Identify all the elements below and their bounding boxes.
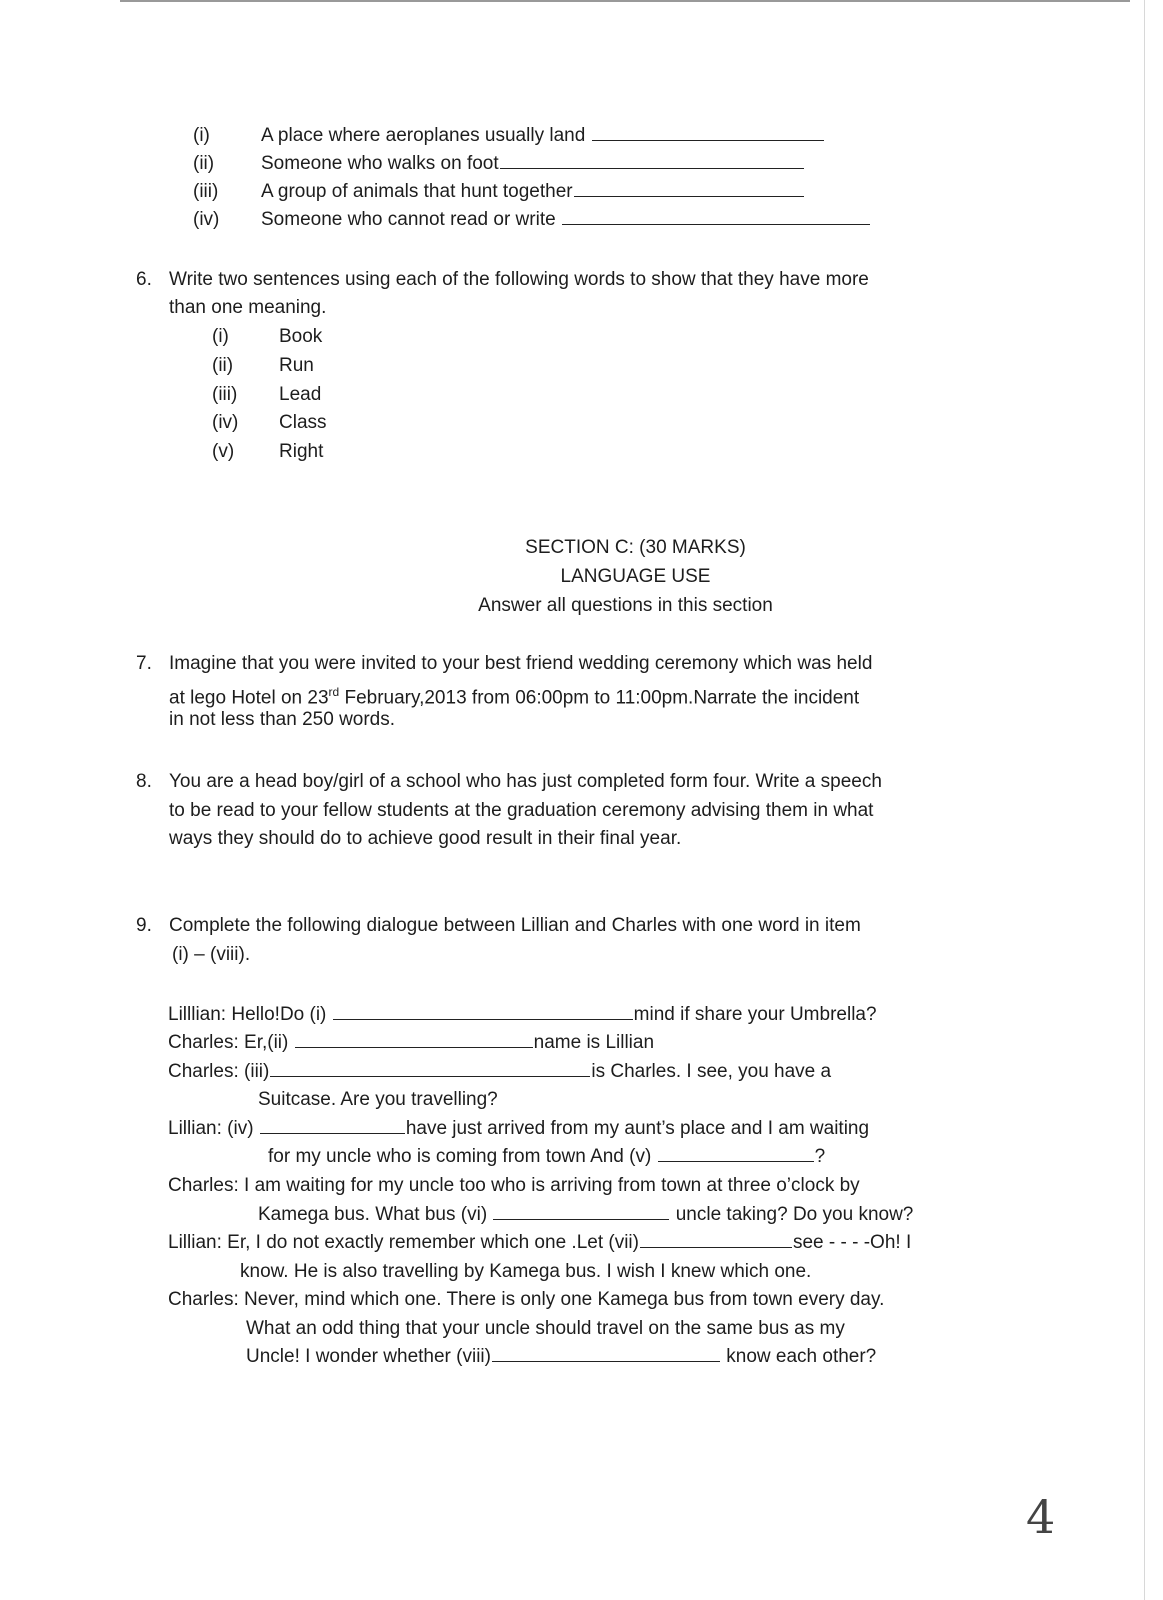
dialogue-text: Lillian: (iv)	[168, 1118, 259, 1139]
q8-prompt-line3: ways they should do to achieve good result in their final year.	[169, 828, 682, 849]
q5-item	[261, 180, 805, 204]
dialogue-text: Lillian: Er, I do not exactly remember which one .Let (vii)	[168, 1232, 639, 1253]
dialogue-line: Suitcase. Are you travelling?	[258, 1089, 498, 1110]
answer-blank[interactable]	[574, 180, 804, 197]
page-top-edge	[120, 0, 1130, 2]
q6-prompt-line1: Write two sentences using each of the following words to show that they have more	[169, 269, 869, 290]
answer-blank-vii[interactable]	[640, 1231, 792, 1248]
answer-blank-viii[interactable]	[492, 1345, 720, 1362]
answer-blank[interactable]	[592, 124, 824, 141]
q8-prompt-line1: You are a head boy/girl of a school who has just completed form four. Write a speech	[169, 771, 882, 792]
dialogue-line	[268, 1145, 825, 1169]
q5-item	[261, 152, 805, 176]
dialogue-text: Kamega bus. What bus (vi)	[258, 1204, 493, 1225]
answer-blank-iv[interactable]	[260, 1117, 405, 1134]
dialogue-line	[168, 1117, 869, 1141]
dialogue-text: Lilllian: Hello!Do (i)	[168, 1004, 332, 1025]
q7-prompt-line1: Imagine that you were invited to your best friend wedding ceremony which was held	[169, 653, 873, 674]
q5-item-text: A group of animals that hunt together	[261, 181, 573, 202]
question-number: 7.	[136, 653, 152, 674]
dialogue-text: for my uncle who is coming from town And (v)	[268, 1146, 657, 1167]
dialogue-line: What an odd thing that your uncle should travel on the same bus as my	[246, 1318, 845, 1339]
q6-item-word: Class	[279, 412, 327, 433]
q5-item	[261, 124, 825, 148]
answer-blank[interactable]	[562, 208, 870, 225]
q6-item-word: Book	[279, 326, 323, 347]
dialogue-text: mind if share your Umbrella?	[633, 1004, 877, 1025]
page-number: 4	[1026, 1490, 1056, 1544]
q5-item-num: (iii)	[193, 181, 219, 202]
q6-prompt-line2: than one meaning.	[169, 297, 327, 318]
q6-item-word: Run	[279, 355, 314, 376]
page-right-edge	[1144, 0, 1145, 1600]
dialogue-text: name is Lillian	[533, 1032, 655, 1053]
dialogue-text: Uncle! I wonder whether (viii)	[246, 1346, 491, 1367]
section-instruction: Answer all questions in this section	[478, 595, 773, 616]
q6-item-word: Lead	[279, 384, 322, 405]
q6-item-num: (iii)	[212, 384, 238, 405]
dialogue-line	[246, 1345, 876, 1369]
dialogue-text: Charles: (iii)	[168, 1061, 270, 1082]
section-subtitle: LANGUAGE USE	[560, 566, 711, 587]
answer-blank-ii[interactable]	[295, 1031, 533, 1048]
answer-blank-i[interactable]	[333, 1003, 633, 1020]
q5-item-text: A place where aeroplanes usually land	[261, 125, 586, 146]
q7-text-b: February,2013 from 06:00pm to 11:00pm.Narrate the incident	[339, 687, 860, 709]
dialogue-line: Charles: Never, mind which one. There is only one Kamega bus from town every day.	[168, 1289, 885, 1310]
q9-prompt-line1: Complete the following dialogue between Lillian and Charles with one word in item	[169, 915, 861, 936]
q6-item-num: (iv)	[212, 412, 239, 433]
dialogue-line	[258, 1203, 913, 1227]
question-number: 8.	[136, 771, 152, 792]
answer-blank-v[interactable]	[658, 1145, 814, 1162]
q6-item-num: (i)	[212, 326, 229, 347]
q5-item-text: Someone who cannot read or write	[261, 209, 556, 230]
q5-item	[261, 208, 871, 232]
dialogue-text: is Charles. I see, you have a	[591, 1061, 832, 1082]
q6-item-num: (v)	[212, 441, 235, 462]
q9-prompt-line2: (i) – (viii).	[172, 944, 251, 965]
q5-item-num: (ii)	[193, 153, 215, 174]
q8-prompt-line2: to be read to your fellow students at the graduation ceremony advising them in what	[169, 800, 874, 821]
q7-prompt-line2	[169, 680, 859, 710]
dialogue-text: ?	[814, 1146, 826, 1167]
dialogue-text: have just arrived from my aunt’s place and I am waiting	[405, 1118, 870, 1139]
dialogue-line: Charles: I am waiting for my uncle too who is arriving from town at three o’clock by	[168, 1175, 860, 1196]
answer-blank[interactable]	[500, 152, 804, 169]
dialogue-text: know each other?	[720, 1346, 877, 1367]
q6-item-num: (ii)	[212, 355, 234, 376]
question-number: 6.	[136, 269, 152, 290]
answer-blank-vi[interactable]	[493, 1203, 669, 1220]
dialogue-text: Charles: Er,(ii)	[168, 1032, 294, 1053]
q7-text-a: at lego Hotel on 23	[169, 687, 329, 709]
dialogue-text: see - - - -Oh! I	[792, 1232, 912, 1253]
q5-item-num: (iv)	[193, 209, 220, 230]
question-number: 9.	[136, 915, 152, 936]
dialogue-line	[168, 1031, 654, 1055]
answer-blank-iii[interactable]	[270, 1060, 590, 1077]
dialogue-line	[168, 1003, 877, 1027]
q7-ordinal: rd	[328, 685, 340, 699]
q7-prompt-line3: in not less than 250 words.	[169, 709, 396, 730]
dialogue-line	[168, 1231, 911, 1255]
q6-item-word: Right	[279, 441, 324, 462]
dialogue-line: know. He is also travelling by Kamega bus. I wish I knew which one.	[240, 1261, 812, 1282]
dialogue-text: uncle taking? Do you know?	[670, 1204, 914, 1225]
section-title: SECTION C: (30 MARKS)	[525, 537, 746, 558]
q5-item-num: (i)	[193, 125, 210, 146]
q5-item-text: Someone who walks on foot	[261, 153, 499, 174]
dialogue-line	[168, 1060, 831, 1084]
